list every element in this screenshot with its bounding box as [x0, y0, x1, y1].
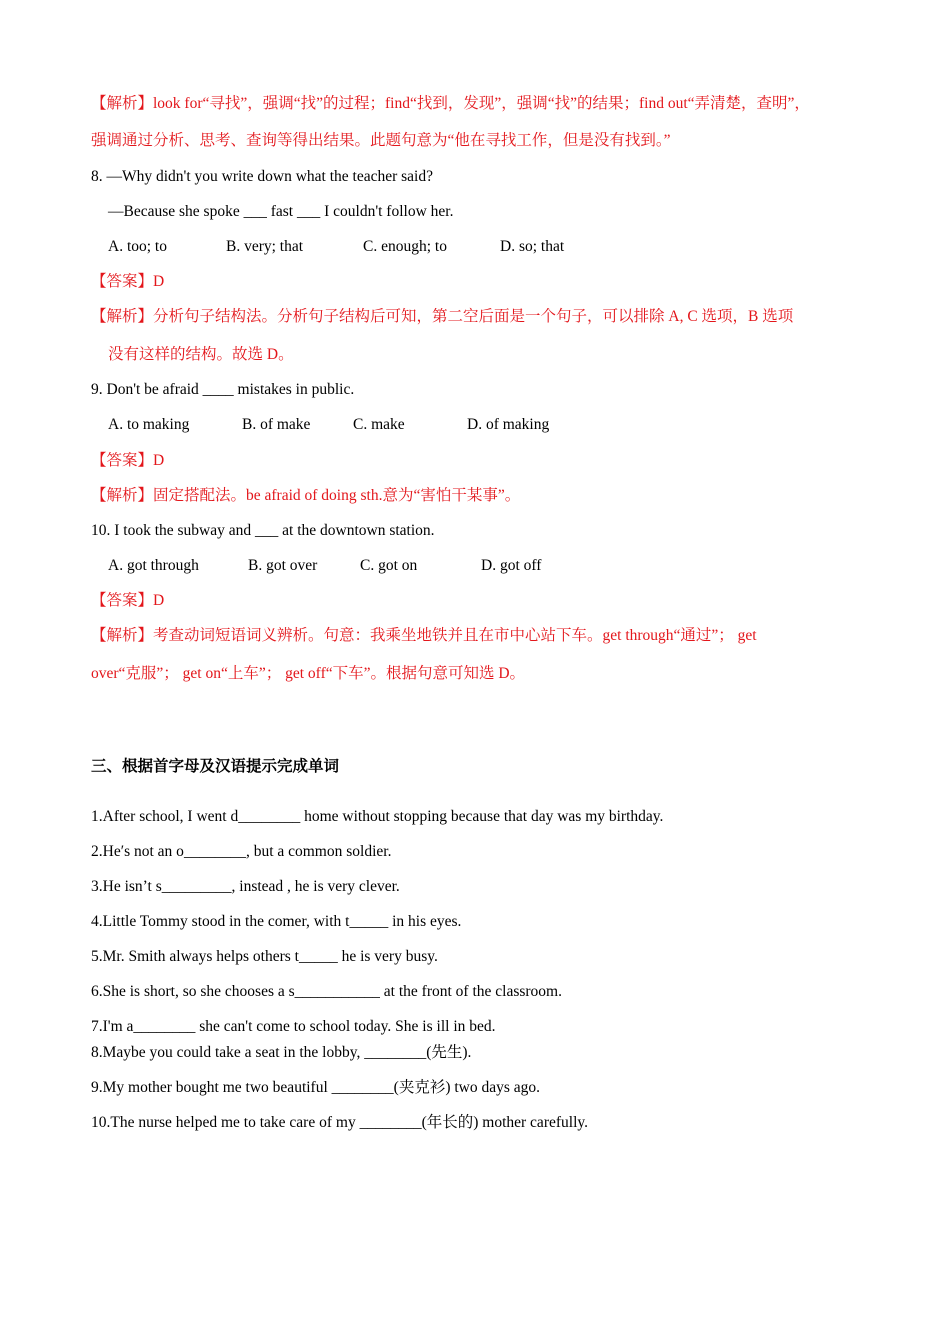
- fill-in-item-text-before: 8.Maybe you could take a seat in the lobby,: [91, 1044, 365, 1061]
- fill-in-item-text-before: 9.My mother bought me two beautiful: [91, 1079, 332, 1096]
- fill-in-blank: ________: [183, 843, 246, 860]
- q7-analysis-line1: 【解析】look for“寻找”，强调“找”的过程；find“找到，发现”，强调“找”的结果；find out“弄清楚，查明”，: [91, 95, 810, 112]
- q10-analysis-line1: 【解析】考查动词短语词义辨析。句意：我乘坐地铁并且在市中心站下车。get through“通过”； get: [91, 627, 757, 644]
- fill-in-item-9: [91, 1078, 540, 1098]
- q8-answer: 【答案】D: [91, 273, 165, 290]
- q10-option-d: D. got off: [481, 557, 542, 574]
- fill-in-blank: ________: [331, 1079, 394, 1096]
- q9-option-b: B. of make: [242, 416, 311, 433]
- fill-in-item-2: [91, 842, 391, 862]
- q10-option-c: C. got on: [360, 557, 418, 574]
- q8-option-c: C. enough; to: [363, 238, 447, 255]
- q9-analysis: 【解析】固定搭配法。be afraid of doing sth.意为“害怕干某事”。: [91, 487, 521, 504]
- fill-in-item-text-after: at the front of the classroom.: [379, 983, 562, 1000]
- fill-in-item-text-after: , but a common soldier.: [245, 843, 392, 860]
- q9-option-c: C. make: [353, 416, 405, 433]
- fill-in-item-text-after: (夹克衫) two days ago.: [393, 1079, 541, 1096]
- fill-in-item-text-after: home without stopping because that day was my birthday.: [300, 808, 664, 825]
- fill-in-item-5: [91, 947, 438, 967]
- fill-in-blank: _____: [349, 913, 389, 930]
- fill-in-blank: _____: [298, 948, 338, 965]
- q9-option-a: A. to making: [108, 416, 190, 433]
- q8-analysis-line2: 没有这样的结构。故选 D。: [108, 346, 294, 363]
- fill-in-item-6: [91, 982, 562, 1002]
- q10-option-b: B. got over: [248, 557, 318, 574]
- fill-in-item-text-before: 1.After school, I went d: [91, 808, 239, 825]
- q7-analysis-line2: 强调通过分析、思考、查询等得出结果。此题句意为“他在寻找工作，但是没有找到。”: [91, 132, 671, 149]
- section3-heading: 三、根据首字母及汉语提示完成单词: [91, 757, 340, 775]
- fill-in-blank: _________: [161, 878, 232, 895]
- q8-stem-line1: 8. —Why didn't you write down what the teacher said?: [91, 168, 433, 185]
- q8-option-d: D. so; that: [500, 238, 565, 255]
- q8-analysis-line1: 【解析】分析句子结构法。分析句子结构后可知，第二空后面是一个句子，可以排除 A, C 选项，B 选项: [91, 308, 794, 325]
- q8-stem-line2: —Because she spoke ___ fast ___ I couldn't follow her.: [108, 203, 454, 220]
- q10-answer: 【答案】D: [91, 592, 165, 609]
- fill-in-item-text-before: 3.He isn’t s: [91, 878, 162, 895]
- fill-in-item-8: [91, 1043, 471, 1063]
- fill-in-item-text-after: in his eyes.: [388, 913, 462, 930]
- q8-option-b: B. very; that: [226, 238, 304, 255]
- q9-option-d: D. of making: [467, 416, 550, 433]
- fill-in-blank: ________: [238, 808, 301, 825]
- fill-in-blank: ________: [359, 1114, 422, 1131]
- fill-in-item-text-before: 7.I'm a: [91, 1018, 134, 1035]
- fill-in-item-text-before: 2.He′s not an o: [91, 843, 184, 860]
- q8-option-a: A. too; to: [108, 238, 167, 255]
- fill-in-blank: ________: [364, 1044, 427, 1061]
- fill-in-blank: ________: [133, 1018, 196, 1035]
- fill-in-item-3: [91, 877, 400, 897]
- fill-in-item-text-before: 6.She is short, so she chooses a s: [91, 983, 295, 1000]
- fill-in-item-1: [91, 807, 663, 827]
- q9-stem: 9. Don't be afraid ____ mistakes in public.: [91, 381, 355, 398]
- q10-analysis-line2: over“克服”； get on“上车”； get off“下车”。根据句意可知选 D。: [91, 665, 526, 682]
- fill-in-item-text-after: (先生).: [426, 1044, 472, 1061]
- fill-in-item-10: [91, 1113, 588, 1133]
- fill-in-item-text-after: (年长的) mother carefully.: [421, 1114, 588, 1131]
- fill-in-item-4: [91, 912, 461, 932]
- fill-in-item-text-before: 5.Mr. Smith always helps others t: [91, 948, 299, 965]
- fill-in-item-7: [91, 1017, 496, 1037]
- fill-in-blank: ___________: [294, 983, 380, 1000]
- fill-in-item-text-before: 4.Little Tommy stood in the comer, with t: [91, 913, 350, 930]
- q10-stem: 10. I took the subway and ___ at the downtown station.: [91, 522, 435, 539]
- fill-in-item-text-after: she can't come to school today. She is ill in bed.: [195, 1018, 496, 1035]
- fill-in-item-text-after: he is very busy.: [337, 948, 438, 965]
- fill-in-item-text-after: , instead , he is very clever.: [231, 878, 400, 895]
- q9-answer: 【答案】D: [91, 452, 165, 469]
- q10-option-a: A. got through: [108, 557, 199, 574]
- fill-in-item-text-before: 10.The nurse helped me to take care of my: [91, 1114, 360, 1131]
